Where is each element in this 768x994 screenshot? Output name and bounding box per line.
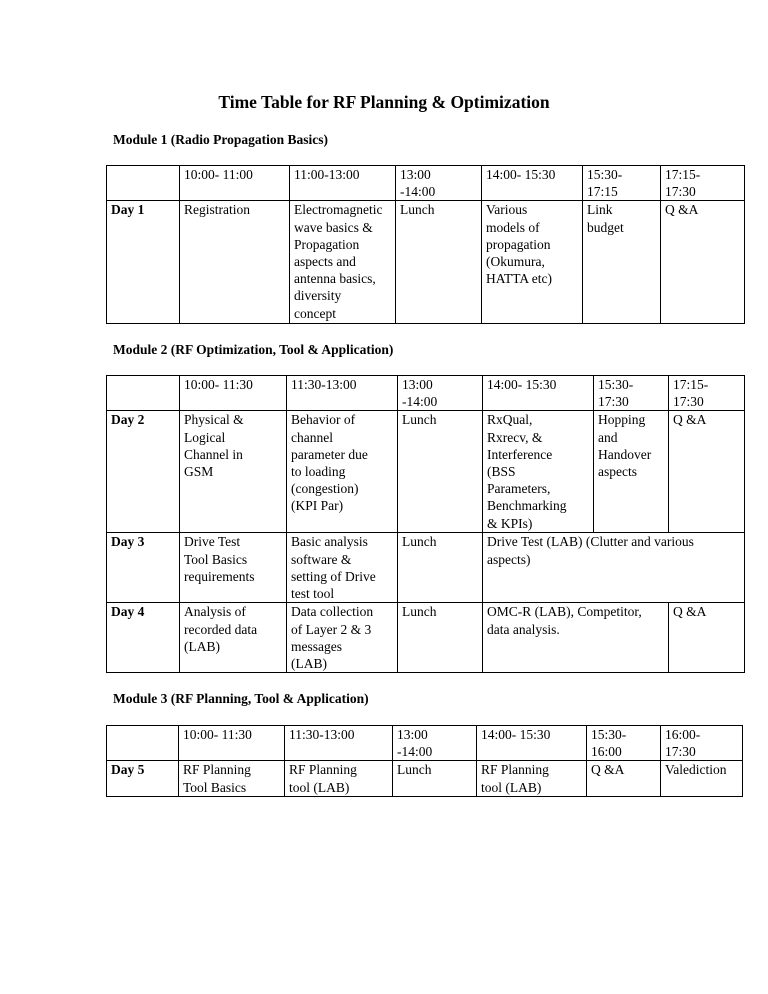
session-cell: Q &A xyxy=(669,603,745,673)
time-slot-header: 11:30-13:00 xyxy=(285,726,393,761)
corner-cell xyxy=(107,376,180,411)
session-cell: Lunch xyxy=(398,411,483,533)
time-slot-header: 10:00- 11:30 xyxy=(180,376,287,411)
time-slot-header: 13:00 -14:00 xyxy=(393,726,477,761)
module-2-timetable xyxy=(106,375,745,673)
time-slot-header: 17:15- 17:30 xyxy=(669,376,745,411)
time-slot-header: 15:30- 16:00 xyxy=(587,726,661,761)
day-row xyxy=(107,603,745,673)
module-3-heading: Module 3 (RF Planning, Tool & Application) xyxy=(113,691,369,706)
session-cell: Q &A xyxy=(661,201,745,324)
day-row xyxy=(107,533,745,603)
session-cell: Link budget xyxy=(583,201,661,324)
time-slot-header: 15:30- 17:30 xyxy=(594,376,669,411)
session-cell: OMC-R (LAB), Competitor, data analysis. xyxy=(483,603,669,673)
session-cell: Valediction xyxy=(661,761,743,797)
time-header-row xyxy=(107,166,745,201)
time-slot-header: 11:30-13:00 xyxy=(287,376,398,411)
session-cell: Lunch xyxy=(398,533,483,603)
day-label: Day 2 xyxy=(107,411,180,533)
time-slot-header: 11:00-13:00 xyxy=(290,166,396,201)
time-slot-header: 14:00- 15:30 xyxy=(483,376,594,411)
session-cell: Hopping and Handover aspects xyxy=(594,411,669,533)
time-slot-header: 14:00- 15:30 xyxy=(482,166,583,201)
session-cell: RF Planning tool (LAB) xyxy=(285,761,393,797)
time-slot-header: 13:00 -14:00 xyxy=(398,376,483,411)
day-label: Day 4 xyxy=(107,603,180,673)
session-cell: RxQual, Rxrecv, & Interference (BSS Parameters, Benchmarking & KPIs) xyxy=(483,411,594,533)
day-row xyxy=(107,201,745,324)
session-cell: Various models of propagation (Okumura, HATTA etc) xyxy=(482,201,583,324)
day-row xyxy=(107,761,743,797)
time-slot-header: 15:30- 17:15 xyxy=(583,166,661,201)
time-header-row xyxy=(107,726,743,761)
time-slot-header: 13:00 -14:00 xyxy=(396,166,482,201)
module-1-heading: Module 1 (Radio Propagation Basics) xyxy=(113,132,329,147)
session-cell: Drive Test (LAB) (Clutter and various aspects) xyxy=(483,533,745,603)
session-cell: Analysis of recorded data (LAB) xyxy=(180,603,287,673)
day-label: Day 1 xyxy=(107,201,180,324)
session-cell: Basic analysis software & setting of Drive test tool xyxy=(287,533,398,603)
time-slot-header: 10:00- 11:30 xyxy=(179,726,285,761)
time-header-row xyxy=(107,376,745,411)
session-cell: Q &A xyxy=(669,411,745,533)
day-label: Day 3 xyxy=(107,533,180,603)
session-cell: Behavior of channel parameter due to loading (congestion) (KPI Par) xyxy=(287,411,398,533)
session-cell: Q &A xyxy=(587,761,661,797)
session-cell: Physical & Logical Channel in GSM xyxy=(180,411,287,533)
session-cell: Lunch xyxy=(398,603,483,673)
session-cell: RF Planning tool (LAB) xyxy=(477,761,587,797)
module-1-timetable xyxy=(106,165,745,324)
session-cell: Lunch xyxy=(396,201,482,324)
time-slot-header: 16:00- 17:30 xyxy=(661,726,743,761)
day-label: Day 5 xyxy=(107,761,179,797)
session-cell: Data collection of Layer 2 & 3 messages (LAB) xyxy=(287,603,398,673)
module-2-heading: Module 2 (RF Optimization, Tool & Application) xyxy=(113,342,394,357)
day-row xyxy=(107,411,745,533)
corner-cell xyxy=(107,726,179,761)
page-title: Time Table for RF Planning & Optimization xyxy=(218,92,550,112)
session-cell: RF Planning Tool Basics xyxy=(179,761,285,797)
time-slot-header: 14:00- 15:30 xyxy=(477,726,587,761)
corner-cell xyxy=(107,166,180,201)
time-slot-header: 10:00- 11:00 xyxy=(180,166,290,201)
module-3-timetable xyxy=(106,725,743,797)
session-cell: Electromagnetic wave basics & Propagation aspects and antenna basics, diversity concept xyxy=(290,201,396,324)
session-cell: Lunch xyxy=(393,761,477,797)
time-slot-header: 17:15- 17:30 xyxy=(661,166,745,201)
session-cell: Drive Test Tool Basics requirements xyxy=(180,533,287,603)
session-cell: Registration xyxy=(180,201,290,324)
